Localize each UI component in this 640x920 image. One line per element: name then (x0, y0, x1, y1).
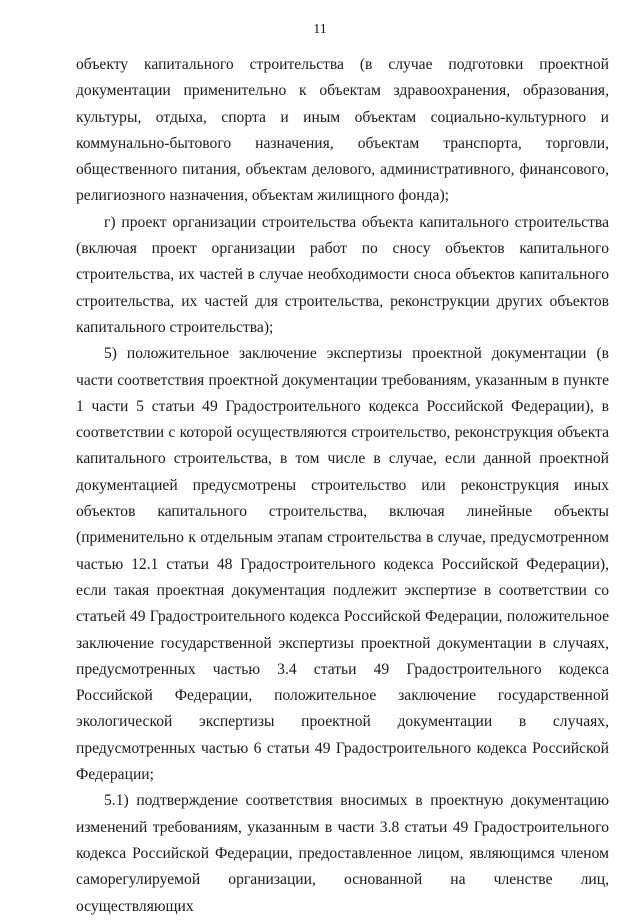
paragraph-item-5-1: 5.1) подтверждение соответствия вносимых в проектную документацию изменений требованиям, указанным в части 3.8 статьи 49 Градостроительного кодекса Российской Федерации, предоставленное лицом, являющимся членом саморегулируемой организации, основанной на членстве лиц, осуществляющих (76, 792, 609, 915)
document-body (76, 52, 609, 920)
paragraph-item-g: г) проект организации строительства объекта капитального строительства (включая проект организации работ по сносу объектов капитального строительства, их частей в случае необходимости сноса объектов капитального строительства, их частей для строительства, реконструкции других объектов капитального строительства); (76, 213, 609, 336)
page-number: 11 (313, 22, 327, 37)
paragraph-continuation: объекту капитального строительства (в случае подготовки проектной документации применительно к объектам здравоохранения, образования, культуры, отдыха, спорта и иным объектам социально-культурного и коммунально-бытового назначения, объектам транспорта, торговли, общественного питания, объектам делового, административного, финансового, религиозного назначения, объектам жилищного фонда); (76, 56, 609, 205)
paragraph-item-5: 5) положительное заключение экспертизы проектной документации (в части соответствия проектной документации требованиям, указанным в пункте 1 части 5 статьи 49 Градостроительного кодекса Российской Федерации), в соответствии с которой осуществляются строительство, реконструкция объекта капитального строительства, в том числе в случае, если данной проектной документацией предусмотрены строительство или реконструкция иных объектов капитального строительства, включая линейные объекты (применительно к отдельным этапам строительства в случае, предусмотренном частью 12.1 статьи 48 Градостроительного кодекса Российской Федерации), если такая проектная документация подлежит экспертизе в соответствии со статьей 49 Градостроительного кодекса Российской Федерации, положительное заключение государственной экспертизы проектной документации в случаях, предусмотренных частью 3.4 статьи 49 Градостроительного кодекса Российской Федерации, положительное заключение государственной экологической экспертизы проектной документации в случаях, предусмотренных частью 6 статьи 49 Градостроительного кодекса Российской Федерации; (76, 345, 609, 784)
